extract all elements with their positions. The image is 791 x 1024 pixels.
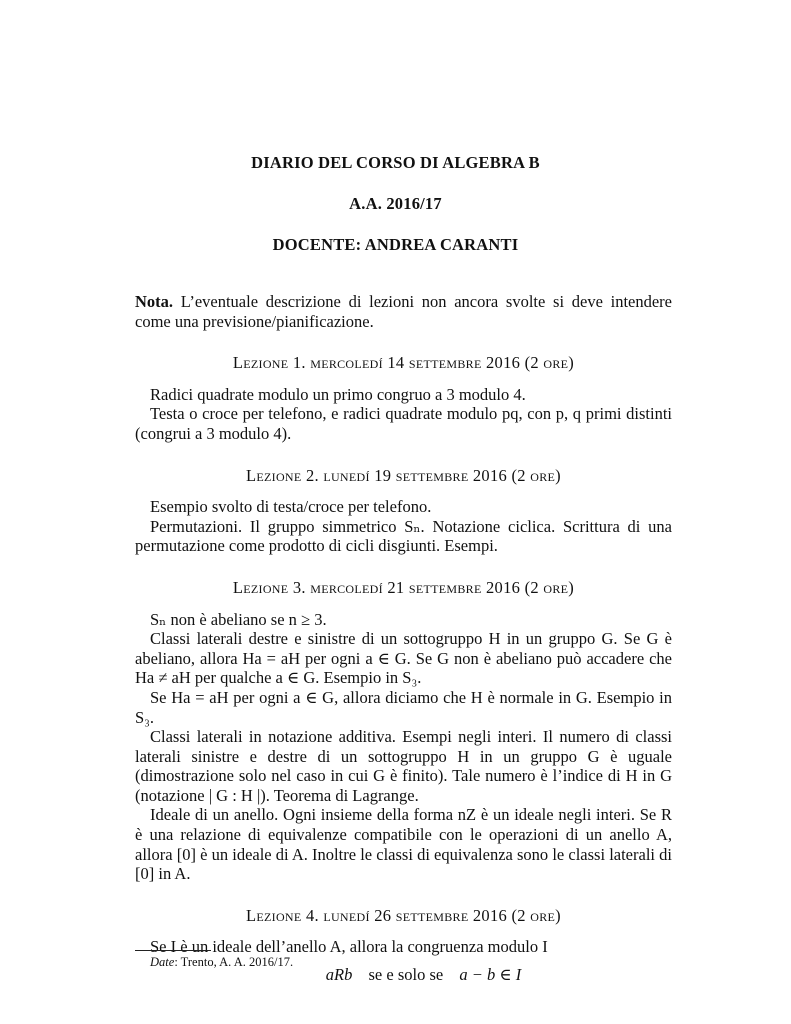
equation-middle: se e solo se — [368, 965, 444, 985]
lecture-paragraph: Classi laterali destre e sinistre di un sottogruppo H in un gruppo G. Se G è abeliano, allora Ha = aH per ogni a ∈ G. Se G non è abeliano può accadere che Ha ≠ aH per qualche a ∈ G. Esempio in S₃. — [135, 629, 672, 688]
lecture-1 — [135, 353, 672, 443]
document-body — [135, 292, 672, 985]
lecture-paragraph: Se Ha = aH per ogni a ∈ G, allora diciamo che H è normale in G. Esempio in S₃. — [135, 687, 672, 727]
lecture-4 — [135, 906, 672, 985]
lecture-paragraph: Ideale di un anello. Ogni insieme della forma nZ è un ideale negli interi. Se R è una relazione di equivalenze compatibile con le operazioni di un anello A, allora [0] è un ideale di A. Inoltre le classi di equivalenza sono le classi laterali di [0] in A. — [135, 805, 672, 884]
lecture-paragraph: Testa o croce per telefono, e radici quadrate modulo pq, con p, q primi distinti (congrui a 3 modulo 4). — [135, 404, 672, 443]
footnote — [150, 955, 293, 970]
note-label: Nota. — [135, 292, 174, 311]
lecture-paragraph: Esempio svolto di testa/croce per telefono. — [150, 497, 432, 517]
footnote-text: : Trento, A. A. 2016/17. — [174, 955, 294, 969]
note-paragraph — [135, 292, 672, 331]
lecture-paragraph: Classi laterali in notazione additiva. Esempi negli interi. Il numero di classi laterali sinistre e destre di un sottogruppo H in un gruppo G è uguale (dimostrazione solo nel caso in cui G è finito). Tale numero è l’indice di H in G (notazione | G : H |). Teorema di Lagrange. — [135, 727, 672, 805]
lecture-paragraph: Sₙ non è abeliano se n ≥ 3. — [150, 609, 327, 629]
lecture-heading: Lezione 1. mercoledí 14 settembre 2016 (2 ore) — [232, 353, 575, 373]
footnote-divider — [135, 950, 211, 951]
equation-right: a − b ∈ I — [459, 965, 522, 985]
academic-year: A.A. 2016/17 — [349, 194, 442, 213]
lecture-heading: Lezione 2. lunedí 19 settembre 2016 (2 ore) — [246, 465, 561, 485]
document-title: DIARIO DEL CORSO DI ALGEBRA B — [251, 153, 540, 172]
lecture-3 — [135, 578, 672, 884]
teacher-name: DOCENTE: ANDREA CARANTI — [272, 235, 519, 254]
lecture-paragraph: Se I è un ideale dell’anello A, allora la congruenza modulo I — [150, 937, 548, 957]
lecture-heading: Lezione 3. mercoledí 21 settembre 2016 (2 ore) — [232, 577, 575, 597]
lecture-2 — [135, 466, 672, 556]
title-block — [0, 152, 791, 275]
note-text: L’eventuale descrizione di lezioni non ancora svolte si deve intendere come una previsione/pianificazione. — [135, 292, 672, 331]
note-section — [135, 292, 672, 331]
equation-left: aRb — [325, 965, 353, 985]
lecture-paragraph: Radici quadrate modulo un primo congruo a 3 modulo 4. — [150, 384, 526, 404]
footnote-label: Date — [150, 955, 175, 969]
lecture-paragraph: Permutazioni. Il gruppo simmetrico Sₙ. Notazione ciclica. Scrittura di una permutazione come prodotto di cicli disgiunti. Esempi. — [135, 516, 672, 556]
lecture-heading: Lezione 4. lunedí 26 settembre 2016 (2 ore) — [246, 905, 561, 925]
